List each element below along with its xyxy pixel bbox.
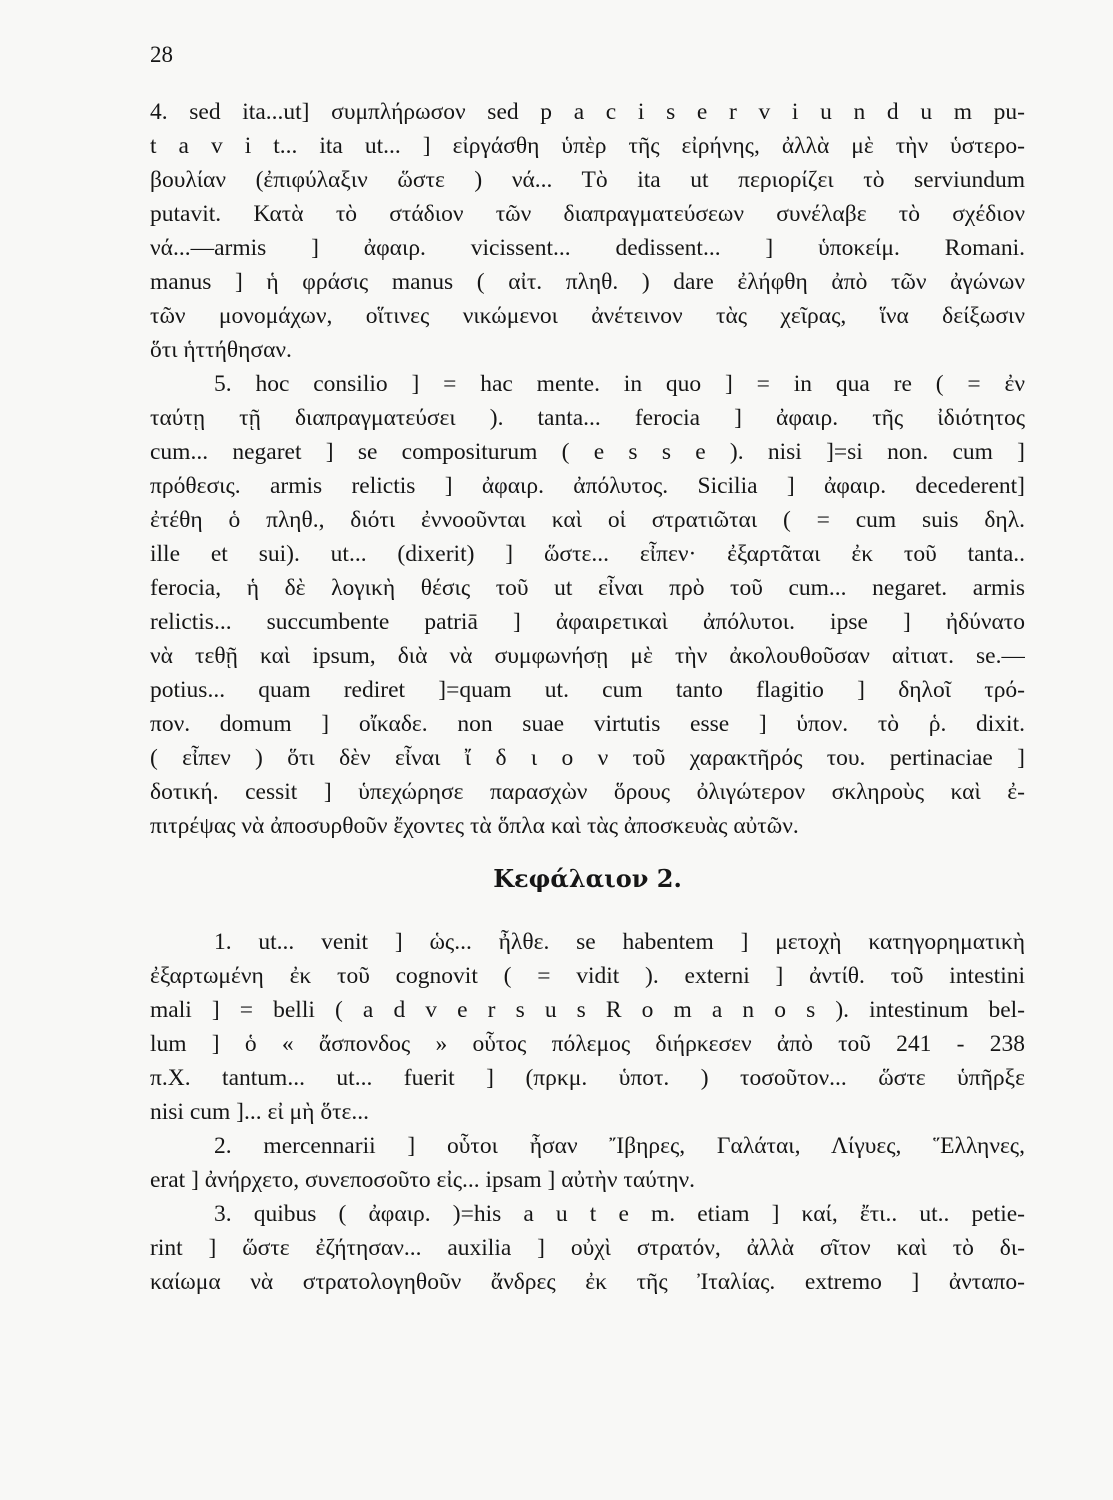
text-line: νά...—armis ] ἀφαιρ. vicissent... dedissent... ] ὑποκείμ. Romani. xyxy=(150,235,1025,261)
text-line: ταύτῃ τῇ διαπραγματεύσει ). tanta... ferocia ] ἀφαιρ. τῆς ἰδιότητος xyxy=(150,405,1025,431)
text-line: relictis... succumbente patriā ] ἀφαιρετικαὶ ἀπόλυτοι. ipse ] ἠδύνατο xyxy=(150,609,1025,635)
text-line: cum... negaret ] se compositurum ( e s s e ). nisi ]=si non. cum ] xyxy=(150,439,1025,465)
text-line: ἐξαρτωμένη ἐκ τοῦ cognovit ( = vidit ). externi ] ἀντίθ. τοῦ intestini xyxy=(150,963,1025,989)
text-line: δοτική. cessit ] ὑπεχώρησε παρασχὼν ὅρους ὀλιγώτερον σκληροὺς καὶ ἐ- xyxy=(150,779,1025,805)
commentary-block-chapter-1 xyxy=(150,95,1025,843)
text-line: τῶν μονομάχων, οἵτινες νικώμενοι ἀνέτεινον τὰς χεῖρας, ἵνα δείξωσιν xyxy=(150,303,1025,329)
text-line: ἐτέθη ὁ πληθ., διότι ἐννοοῦνται καὶ οἱ στρατιῶται ( = cum suis δηλ. xyxy=(150,507,1025,533)
page-body xyxy=(150,95,1025,1299)
text-line: potius... quam rediret ]=quam ut. cum tanto flagitio ] δηλοῖ τρό- xyxy=(150,677,1025,703)
text-line: νὰ τεθῇ καὶ ipsum, διὰ νὰ συμφωνήσῃ μὲ τὴν ἀκολουθοῦσαν αἰτιατ. se.— xyxy=(150,643,1025,669)
text-line: ille et sui). ut... (dixerit) ] ὥστε... εἶπεν· ἐξαρτᾶται ἐκ τοῦ tanta.. xyxy=(150,541,1025,567)
commentary-block-chapter-2 xyxy=(150,925,1025,1299)
text-line: πιτρέψας νὰ ἀποσυρθοῦν ἔχοντες τὰ ὅπλα καὶ τὰς ἀποσκευὰς αὐτῶν. xyxy=(150,813,799,839)
text-line: ὅτι ἡττήθησαν. xyxy=(150,337,292,363)
chapter-heading: Κεφάλαιον 2. xyxy=(493,864,682,893)
text-line: nisi cum ]... εἰ μὴ ὅτε... xyxy=(150,1099,370,1125)
text-line: 2. mercennarii ] οὗτοι ἦσαν Ἴβηρες, Γαλάται, Λίγυες, Ἕλληνες, xyxy=(214,1133,1025,1159)
text-line: putavit. Κατὰ τὸ στάδιον τῶν διαπραγματεύσεων συνέλαβε τὸ σχέδιον xyxy=(150,201,1025,227)
text-line: lum ] ὁ « ἄσπονδος » οὗτος πόλεμος διήρκεσεν ἀπὸ τοῦ 241 - 238 xyxy=(150,1031,1025,1057)
text-line: ferocia, ἡ δὲ λογικὴ θέσις τοῦ ut εἶναι πρὸ τοῦ cum... negaret. armis xyxy=(150,575,1025,601)
page-number: 28 xyxy=(150,42,173,67)
text-line: manus ] ἡ φράσις manus ( αἰτ. πληθ. ) dare ἐλήφθη ἀπὸ τῶν ἀγώνων xyxy=(150,269,1025,295)
text-line: καίωμα νὰ στρατολογηθοῦν ἄνδρες ἐκ τῆς Ἰταλίας. extremo ] ἀνταπο- xyxy=(150,1269,1025,1295)
text-line: πρόθεσις. armis relictis ] ἀφαιρ. ἀπόλυτος. Sicilia ] ἀφαιρ. decederent] xyxy=(150,473,1025,499)
text-line: 5. hoc consilio ] = hac mente. in quo ] = in qua re ( = ἐν xyxy=(214,371,1025,397)
text-line: ( εἶπεν ) ὅτι δὲν εἶναι ἴ δ ι ο ν τοῦ χαρακτῆρός του. pertinaciae ] xyxy=(150,745,1025,771)
text-line: 1. ut... venit ] ὡς... ἦλθε. se habentem ] μετοχὴ κατηγορηματικὴ xyxy=(214,929,1025,955)
text-line: erat ] ἀνήρχετο, συνεποσοῦτο εἰς... ipsam ] αὐτὴν ταύτην. xyxy=(150,1167,696,1193)
text-line: πον. domum ] οἴκαδε. non suae virtutis esse ] ὑπον. τὸ ῥ. dixit. xyxy=(150,711,1025,737)
text-line: t a v i t... ita ut... ] εἰργάσθη ὑπὲρ τῆς εἰρήνης, ἀλλὰ μὲ τὴν ὑστερο- xyxy=(150,133,1025,159)
text-line: 4. sed ita...ut] συμπλήρωσον sed p a c i s e r v i u n d u m pu- xyxy=(150,99,1025,125)
text-line: π.Χ. tantum... ut... fuerit ] (πρκμ. ὑποτ. ) τοσοῦτον... ὥστε ὑπῆρξε xyxy=(150,1065,1025,1091)
text-line: βουλίαν (ἐπιφύλαξιν ὥστε ) νά... Τὸ ita ut περιορίζει τὸ serviundum xyxy=(150,167,1025,193)
text-line: rint ] ὥστε ἐζήτησαν... auxilia ] οὐχὶ στρατόν, ἀλλὰ σῖτον καὶ τὸ δι- xyxy=(150,1235,1025,1261)
text-line: 3. quibus ( ἀφαιρ. )=his a u t e m. etiam ] καί, ἔτι.. ut.. petie- xyxy=(214,1201,1025,1227)
text-line: mali ] = belli ( a d v e r s u s R o m a n o s ). intestinum bel- xyxy=(150,997,1025,1023)
